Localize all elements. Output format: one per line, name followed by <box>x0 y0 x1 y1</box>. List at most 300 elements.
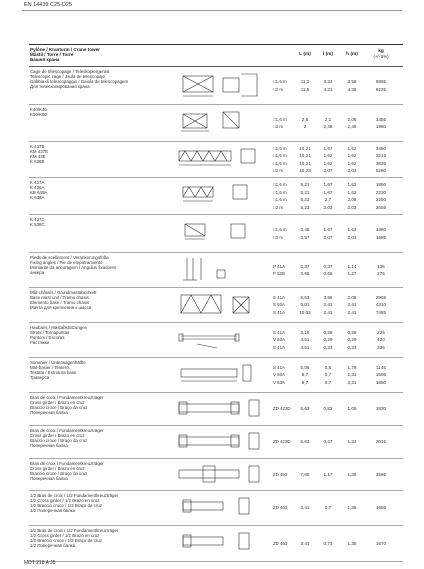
reference-value: □1,6 m <box>273 153 287 158</box>
height-value-cell <box>340 181 364 211</box>
reference-value: ZD 463 <box>273 505 288 511</box>
mast-section-drawing <box>177 181 267 207</box>
component-drawing <box>177 429 267 455</box>
table-body <box>29 67 403 562</box>
length-value: 5,23 <box>300 197 310 202</box>
col-header-height: h (m) <box>346 52 358 57</box>
component-reference <box>273 294 285 317</box>
weight-value: 420 <box>377 337 385 343</box>
component-drawing <box>177 181 267 207</box>
width-value: 0,33 <box>323 344 333 350</box>
reference-value: V 50A <box>273 337 285 343</box>
length-value: 10,21 <box>299 160 311 166</box>
length-value: 6,7 <box>301 379 309 385</box>
height-value-cell <box>340 438 364 446</box>
reference-value: S 41A <box>273 344 285 350</box>
height-value: 2,03 <box>347 234 357 240</box>
col-header-kg: kg <box>378 49 384 54</box>
width-value: 2,07 <box>323 234 333 240</box>
length-value: 0,65 <box>300 271 310 276</box>
half-cross-girder-drawing <box>177 494 267 520</box>
width-value: 1,67 <box>323 145 333 151</box>
length-value: 7,65 <box>300 471 310 477</box>
component-drawing <box>177 462 267 488</box>
description-line: Для телескопирования крана <box>30 83 90 89</box>
description-line: Bras de croix / Fundamentkreuzträger <box>30 428 104 433</box>
component-description <box>30 361 86 381</box>
component-description <box>30 108 47 118</box>
reference-value: □1,6 m <box>273 160 287 166</box>
reference-value: S 41A <box>273 364 285 370</box>
description-line: Растяжки <box>30 339 50 345</box>
component-drawing <box>177 396 267 422</box>
height-value: 2,03 <box>347 204 357 210</box>
description-line: KB 649A <box>30 189 48 195</box>
description-line: K 436A <box>30 184 45 190</box>
description-line: Braccio croce / Braço da cruz <box>30 404 88 410</box>
length-value-cell <box>293 181 317 211</box>
table-row <box>29 288 403 323</box>
length-value: 10,23 <box>299 168 311 173</box>
weight-value: 275 <box>377 271 385 276</box>
length-value: 3,45 <box>300 227 310 232</box>
fixing-angle-drawing <box>177 256 267 284</box>
weight-value-cell <box>369 116 393 131</box>
component-reference <box>273 405 291 413</box>
width-value: 0,82 <box>323 406 333 412</box>
width-value: 2,03 <box>323 204 333 210</box>
weight-value: 1850 <box>375 379 387 385</box>
table-row <box>29 491 403 526</box>
length-value: 3,57 <box>300 234 310 240</box>
col-header-weight <box>369 49 393 59</box>
height-value: 1,62 <box>347 182 357 187</box>
weight-value-cell <box>369 540 393 548</box>
table-row <box>29 142 403 178</box>
description-line: 1/2 Braccio croce / 1/2 Braço da cruz <box>30 537 102 543</box>
header-titles <box>30 47 100 63</box>
weight-value: 2015 <box>375 439 387 445</box>
base-beam-drawing <box>177 361 267 389</box>
length-value: 10,21 <box>299 153 311 158</box>
width-value: 0,26 <box>323 329 333 335</box>
weight-value: 7485 <box>375 309 387 315</box>
header-title-line: Башня крана <box>30 57 60 63</box>
length-value-cell <box>293 329 317 352</box>
base-mast-drawing <box>177 291 267 319</box>
reference-value: □2 m <box>273 234 283 240</box>
component-drawing <box>177 326 267 354</box>
mast-section-drawing <box>177 218 267 244</box>
weight-value: 1596 <box>375 372 387 378</box>
description-line: KM 437E <box>30 148 49 154</box>
component-reference <box>273 504 287 512</box>
height-value: 4,36 <box>347 86 357 92</box>
description-line: K 638B <box>30 158 45 164</box>
component-reference <box>273 78 287 93</box>
height-value: 2,03 <box>347 168 357 173</box>
length-value: 6,7 <box>301 372 309 378</box>
length-value: 5,53 <box>300 294 310 300</box>
width-value-cell <box>316 116 340 131</box>
description-line: Braccio croce / Braço da cruz <box>30 470 88 476</box>
length-value-cell <box>293 226 317 241</box>
weight-value-cell <box>369 329 393 352</box>
width-value: 1,17 <box>323 471 333 477</box>
height-value: 1,62 <box>347 227 357 232</box>
reference-value: □1,6 m <box>273 182 287 187</box>
height-value: 2,08 <box>347 197 357 202</box>
half-cross-girder-drawing <box>177 529 267 555</box>
width-value: 2,07 <box>323 168 333 173</box>
description-line: анкера <box>30 269 45 275</box>
height-value: 0,29 <box>347 337 357 343</box>
description-line: 1/2 Bras de croix / 1/2 Fundamentkreuzträger <box>30 528 119 533</box>
length-value-cell <box>293 145 317 175</box>
description-line: Testata / Estrutura base <box>30 369 77 375</box>
description-line: K 437B <box>30 144 45 149</box>
component-drawing <box>177 361 267 389</box>
length-value-cell <box>293 405 317 413</box>
length-value-cell <box>293 263 317 278</box>
weight-value: 1850 <box>375 182 387 187</box>
width-value-cell <box>316 263 340 278</box>
height-value: 1,34 <box>347 439 357 445</box>
height-value-cell <box>340 504 364 512</box>
length-value: 11,2 <box>300 79 310 84</box>
length-value: 5,63 <box>300 406 310 412</box>
weight-value-cell <box>369 504 393 512</box>
weight-value-cell <box>369 263 393 278</box>
reference-value: □2 m <box>273 168 283 173</box>
weight-value: 1980 <box>375 124 387 129</box>
width-value: 0,73 <box>323 540 333 546</box>
width-value-cell <box>316 504 340 512</box>
description-line: Cage de télescopage / Teleskopiergerüst <box>30 69 110 74</box>
component-description <box>30 70 128 90</box>
height-value: 1,05 <box>347 406 357 412</box>
length-value: 5,63 <box>300 439 310 445</box>
reference-value: V 50A <box>273 372 285 378</box>
standard-label: EN 14439 C25-D25 <box>24 2 73 8</box>
weight-value-cell <box>369 294 393 317</box>
table-row <box>29 459 403 491</box>
telescopic-cage-drawing <box>177 70 267 100</box>
component-description <box>30 494 118 514</box>
component-drawing <box>177 529 267 555</box>
width-value: 0,37 <box>323 263 333 269</box>
description-line: Bras de croix / Fundamentkreuzträger <box>30 395 104 400</box>
weight-value: 8225 <box>375 86 387 92</box>
description-line: Sommier / Unterwagenhälfte <box>30 360 86 365</box>
component-description <box>30 462 104 482</box>
width-value: 0,7 <box>324 379 332 385</box>
height-value-cell <box>340 540 364 548</box>
description-line: Fixing angles / Pie de empotramiento <box>30 259 103 265</box>
length-value: 11,5 <box>300 86 310 92</box>
reference-value: ZD 423D <box>273 406 291 412</box>
description-line: 1/2 Cross girder / 1/2 Brazo en cruz <box>30 497 100 503</box>
mast-section-drawing <box>177 145 267 171</box>
weight-value: 2230 <box>375 189 387 195</box>
reference-value: S 41A <box>273 309 285 315</box>
weight-value: 335 <box>377 344 385 350</box>
weight-value: 1360 <box>375 227 387 232</box>
description-line: Braccio croce / Braço da cruz <box>30 437 88 443</box>
height-value: 1,35 <box>347 540 357 546</box>
height-value: 1,78 <box>347 364 357 370</box>
component-reference <box>273 145 287 175</box>
width-value: 0,7 <box>324 505 332 511</box>
reference-value: □1,6 m <box>273 116 287 122</box>
reference-value: S 41A <box>273 294 285 300</box>
length-value: 3,18 <box>300 329 310 335</box>
length-value-cell <box>293 78 317 93</box>
length-value-cell <box>293 540 317 548</box>
component-drawing <box>177 291 267 319</box>
description-line: K50/K50 <box>30 111 47 117</box>
reference-value: S 50A <box>273 302 285 308</box>
height-value-cell <box>340 329 364 352</box>
width-value: 1,67 <box>323 227 333 232</box>
table-row <box>29 358 403 393</box>
cross-girder-drawing <box>177 396 267 422</box>
reference-value: □2 m <box>273 86 283 92</box>
description-line: K40/K40 <box>30 107 47 112</box>
reference-value: P 41A <box>273 263 285 269</box>
weight-value: 2250 <box>375 197 387 202</box>
table-row <box>29 67 403 105</box>
component-drawing <box>177 108 267 134</box>
description-line: Base mast unit / Tramo chasis <box>30 294 89 300</box>
col-header-tolerance: (+/- 5%) <box>373 54 389 59</box>
height-value-cell <box>340 78 364 93</box>
width-value-cell <box>316 181 340 211</box>
height-value-cell <box>340 471 364 479</box>
description-line: 1/2 Bras de croix / 1/2 Fundamentkreuzträger <box>30 493 119 498</box>
description-line: Cross girder / Brazo en cruz <box>30 399 85 405</box>
weight-value: 3450 <box>375 145 387 151</box>
description-line: Траверса <box>30 374 50 380</box>
height-value-cell <box>340 226 364 241</box>
top-rule <box>22 10 402 11</box>
height-value: 0,33 <box>347 344 357 350</box>
weight-value: 2965 <box>375 294 387 300</box>
length-value-cell <box>293 504 317 512</box>
height-value: 1,36 <box>347 471 357 477</box>
length-value: 5,21 <box>300 182 310 187</box>
height-value: 2,41 <box>347 309 357 315</box>
width-value: 1,62 <box>323 153 333 158</box>
width-value: 2,41 <box>323 309 333 315</box>
height-value: 2,08 <box>347 294 357 300</box>
width-value-cell <box>316 329 340 352</box>
component-description <box>30 256 116 276</box>
table-row <box>29 178 403 215</box>
description-line: 1/2 Cross girder / 1/2 Brazo en cruz <box>30 532 100 538</box>
cross-girder-drawing <box>177 429 267 455</box>
width-value: 0,65 <box>323 271 333 276</box>
length-value: 5,06 <box>300 364 310 370</box>
component-drawing <box>177 494 267 520</box>
description-line: 1/2 Поперечная балка <box>30 542 76 548</box>
mast-section-drawing <box>177 108 267 134</box>
length-value: 5,21 <box>300 189 310 195</box>
description-line: Mât-châssis / Grundmastabschnitt <box>30 290 97 295</box>
reference-value: □2 m <box>273 124 283 129</box>
table-row <box>29 253 403 288</box>
height-value: 0,26 <box>347 329 357 335</box>
width-value-cell <box>316 438 340 446</box>
weight-value: 3585 <box>375 471 387 477</box>
description-line: Cross girder / Brazo en cruz <box>30 432 85 438</box>
description-line: Cross girder / Brazo en cruz <box>30 465 85 471</box>
weight-value-cell <box>369 405 393 413</box>
component-drawing <box>177 70 267 100</box>
width-value-cell <box>316 226 340 241</box>
table-row <box>29 526 403 562</box>
description-line: Bras de croix / Fundamentkreuzträger <box>30 461 104 466</box>
description-line: K 437A <box>30 180 45 185</box>
length-value: 3,41 <box>300 540 310 546</box>
width-value: 0,29 <box>323 337 333 343</box>
height-value-cell <box>340 405 364 413</box>
weight-value: 1830 <box>375 406 387 412</box>
description-line: 1/2 Поперечная балка <box>30 507 76 513</box>
component-drawing <box>177 145 267 171</box>
component-reference <box>273 364 285 387</box>
length-value-cell <box>293 116 317 131</box>
height-value: 2,06 <box>347 116 357 122</box>
width-value: 3,34 <box>323 79 333 84</box>
width-value: 1,62 <box>323 160 333 166</box>
width-value-cell <box>316 78 340 93</box>
reference-value: ZD 423D <box>273 439 291 445</box>
description-line: Мачта для крепления к шасси <box>30 304 92 310</box>
width-value: 2,41 <box>323 302 333 308</box>
reference-value: S 41A <box>273 329 285 335</box>
height-value: 1,62 <box>347 160 357 166</box>
description-line: KM 43E <box>30 153 46 159</box>
weight-value: 3215 <box>375 153 387 158</box>
width-value: 2,46 <box>323 124 333 129</box>
components-table <box>29 44 403 562</box>
reference-value: □1,6 m <box>273 197 287 202</box>
width-value-cell <box>316 364 340 387</box>
table-header <box>29 44 403 67</box>
description-line: Struts / Tornapuntas <box>30 329 70 335</box>
component-reference <box>273 116 287 131</box>
height-value: 1,62 <box>347 189 357 195</box>
length-value: 5,01 <box>300 302 310 308</box>
width-value: 0,6 <box>324 364 332 370</box>
component-description <box>30 291 96 311</box>
component-reference <box>273 438 291 446</box>
component-drawing <box>177 218 267 244</box>
reference-value: □1,6 m <box>273 145 287 151</box>
width-value-cell <box>316 294 340 317</box>
description-line: Haubans / Mastabstützungen <box>30 325 88 330</box>
length-value: 0,37 <box>300 263 310 269</box>
weight-value: 3835 <box>375 160 387 166</box>
component-description <box>30 145 48 165</box>
weight-value: 1145 <box>376 364 386 370</box>
component-description <box>30 529 118 549</box>
component-description <box>30 429 104 449</box>
length-value-cell <box>293 294 317 317</box>
reference-value: P 52B <box>273 271 285 276</box>
footer-code: MDT 218 A J8 <box>24 560 56 566</box>
reference-value: □1,6 m <box>273 227 287 232</box>
header-title-line: Pylône / Kranturm / Crane tower <box>30 47 100 52</box>
col-header-length: L (m) <box>299 52 311 57</box>
length-value: 10,21 <box>299 145 311 151</box>
component-description <box>30 396 104 416</box>
reference-value: □2 m <box>273 204 283 210</box>
width-value: 2,1 <box>324 116 332 122</box>
height-value: 3,58 <box>347 79 357 84</box>
width-value: 0,7 <box>324 372 332 378</box>
height-value: 1,62 <box>347 145 357 151</box>
width-value: 2,7 <box>324 197 332 202</box>
component-reference <box>273 471 287 479</box>
weight-value: 5280 <box>375 168 387 173</box>
weight-value: 2655 <box>375 204 387 210</box>
description-line: K 437C <box>30 217 45 222</box>
height-value-cell <box>340 145 364 175</box>
length-value: 4,51 <box>300 337 310 343</box>
component-drawing <box>177 256 267 284</box>
reference-value: ZD 463 <box>273 471 288 477</box>
description-line: Поперечная балка <box>30 442 68 448</box>
description-line: Telescopic cage / Jaula de telescopaje <box>30 73 105 79</box>
width-value: 1,67 <box>323 182 333 187</box>
description-line: Mat-basier / Testero <box>30 364 69 370</box>
description-line: Elemento base / Tramo chasis <box>30 299 90 305</box>
length-value: 10,02 <box>299 309 311 315</box>
weight-value-cell <box>369 145 393 175</box>
width-value: 4,21 <box>323 86 333 92</box>
col-header-width: l (m) <box>322 52 334 57</box>
reference-value: □1,6 m <box>273 189 287 195</box>
height-value: 2,31 <box>347 372 357 378</box>
width-value-cell <box>316 145 340 175</box>
component-reference <box>273 226 287 241</box>
description-line: Montante da ancoragem / Ángulos fixadores <box>30 264 117 270</box>
length-value: 2,8 <box>301 116 309 122</box>
length-value-cell <box>293 364 317 387</box>
table-row <box>29 215 403 253</box>
table-row <box>29 393 403 426</box>
height-value: 1,35 <box>347 505 357 511</box>
description-line: Поперечная балка <box>30 475 68 481</box>
description-line: Поперечная балка <box>30 409 68 415</box>
height-value: 1,14 <box>347 263 357 269</box>
description-line: Puntoni / Escoras <box>30 334 65 340</box>
weight-value-cell <box>369 226 393 241</box>
weight-value: 4310 <box>375 302 387 308</box>
width-value: 1,67 <box>323 189 333 195</box>
header-title-line: Mástil / Torre / Torre <box>30 52 74 58</box>
cross-girder-drawing <box>177 462 267 488</box>
height-value-cell <box>340 116 364 131</box>
description-line: K 538C <box>30 221 45 227</box>
reference-value: ZD 463 <box>273 540 288 546</box>
component-reference <box>273 540 287 548</box>
height-value: 2,31 <box>347 379 357 385</box>
component-description <box>30 326 87 346</box>
weight-value: 1455 <box>375 116 387 122</box>
